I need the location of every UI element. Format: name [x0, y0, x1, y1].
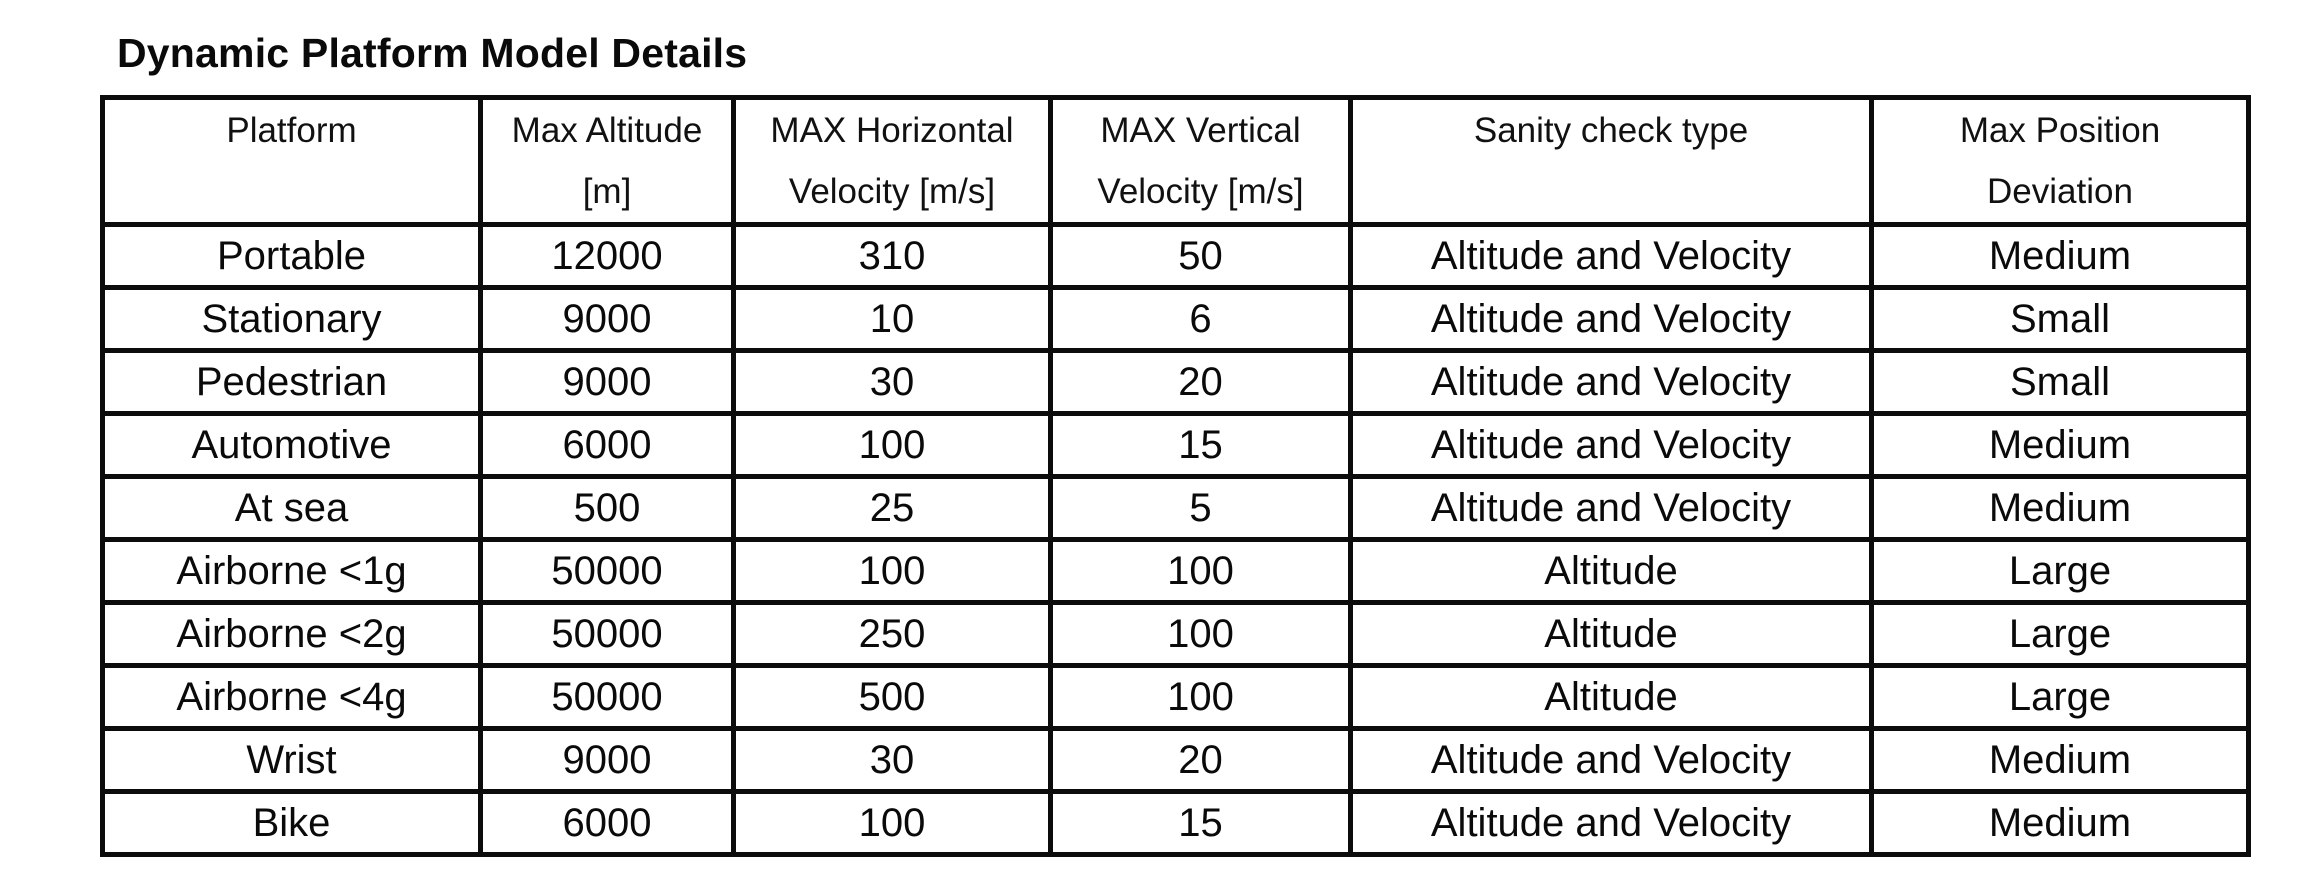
cell-max_position_deviation: Large: [1872, 603, 2249, 666]
cell-platform: Stationary: [103, 288, 481, 351]
cell-max_vertical_velocity: 15: [1051, 414, 1351, 477]
column-header-line: [m]: [582, 172, 632, 211]
cell-platform: Airborne <1g: [103, 540, 481, 603]
page-title: Dynamic Platform Model Details: [117, 30, 748, 76]
cell-platform: At sea: [103, 477, 481, 540]
cell-max_horizontal_velocity: 25: [734, 477, 1051, 540]
table-row: [103, 414, 2249, 477]
cell-max_vertical_velocity: 100: [1051, 666, 1351, 729]
cell-max_position_deviation: Medium: [1872, 477, 2249, 540]
cell-max_position_deviation: Small: [1872, 288, 2249, 351]
cell-max_altitude: 50000: [481, 666, 734, 729]
cell-max_altitude: 6000: [481, 414, 734, 477]
table-header: [103, 98, 2249, 225]
cell-sanity_check_type: Altitude and Velocity: [1351, 792, 1872, 855]
cell-max_horizontal_velocity: 30: [734, 729, 1051, 792]
cell-max_altitude: 50000: [481, 540, 734, 603]
cell-sanity_check_type: Altitude and Velocity: [1351, 288, 1872, 351]
cell-max_altitude: 12000: [481, 225, 734, 288]
table-header-row: [103, 98, 2249, 225]
cell-max_vertical_velocity: 100: [1051, 540, 1351, 603]
cell-max_horizontal_velocity: 10: [734, 288, 1051, 351]
cell-max_vertical_velocity: 100: [1051, 603, 1351, 666]
cell-max_horizontal_velocity: 100: [734, 414, 1051, 477]
column-header-line: Deviation: [1987, 172, 2133, 211]
cell-max_altitude: 9000: [481, 351, 734, 414]
cell-sanity_check_type: Altitude and Velocity: [1351, 225, 1872, 288]
column-header-line: Max Altitude: [511, 111, 703, 150]
cell-platform: Bike: [103, 792, 481, 855]
table-row: [103, 225, 2249, 288]
dynamic-platform-model-table: [100, 95, 2251, 857]
cell-max_altitude: 50000: [481, 603, 734, 666]
cell-sanity_check_type: Altitude and Velocity: [1351, 351, 1872, 414]
column-header-line: Velocity [m/s]: [1097, 172, 1304, 211]
column-header-line: Sanity check type: [1473, 111, 1749, 150]
cell-max_vertical_velocity: 5: [1051, 477, 1351, 540]
column-header-line: Max Position: [1959, 111, 2161, 150]
column-header-line: Velocity [m/s]: [788, 172, 996, 211]
cell-sanity_check_type: Altitude and Velocity: [1351, 414, 1872, 477]
table-row: [103, 729, 2249, 792]
column-header-max_altitude: [481, 98, 734, 225]
table-row: [103, 540, 2249, 603]
cell-max_vertical_velocity: 50: [1051, 225, 1351, 288]
column-header-line: MAX Horizontal: [770, 111, 1014, 150]
cell-max_position_deviation: Large: [1872, 540, 2249, 603]
cell-max_horizontal_velocity: 100: [734, 540, 1051, 603]
cell-max_altitude: 6000: [481, 792, 734, 855]
column-header-platform: [103, 98, 481, 225]
cell-sanity_check_type: Altitude: [1351, 540, 1872, 603]
cell-max_vertical_velocity: 20: [1051, 351, 1351, 414]
cell-max_position_deviation: Small: [1872, 351, 2249, 414]
cell-max_altitude: 9000: [481, 729, 734, 792]
column-header-max_horizontal_velocity: [734, 98, 1051, 225]
cell-platform: Airborne <2g: [103, 603, 481, 666]
table-row: [103, 792, 2249, 855]
cell-platform: Automotive: [103, 414, 481, 477]
cell-platform: Wrist: [103, 729, 481, 792]
cell-max_horizontal_velocity: 250: [734, 603, 1051, 666]
cell-sanity_check_type: Altitude: [1351, 603, 1872, 666]
cell-platform: Pedestrian: [103, 351, 481, 414]
cell-max_vertical_velocity: 15: [1051, 792, 1351, 855]
cell-max_horizontal_velocity: 310: [734, 225, 1051, 288]
table-body: [103, 225, 2249, 855]
cell-max_vertical_velocity: 20: [1051, 729, 1351, 792]
cell-platform: Portable: [103, 225, 481, 288]
table-row: [103, 477, 2249, 540]
table-row: [103, 666, 2249, 729]
cell-max_position_deviation: Medium: [1872, 729, 2249, 792]
cell-max_altitude: 500: [481, 477, 734, 540]
cell-max_horizontal_velocity: 30: [734, 351, 1051, 414]
column-header-sanity_check_type: [1351, 98, 1872, 225]
table-row: [103, 351, 2249, 414]
cell-max_horizontal_velocity: 500: [734, 666, 1051, 729]
column-header-max_position_deviation: [1872, 98, 2249, 225]
cell-max_position_deviation: Medium: [1872, 414, 2249, 477]
column-header-line: Platform: [226, 111, 357, 150]
cell-max_position_deviation: Medium: [1872, 792, 2249, 855]
cell-max_altitude: 9000: [481, 288, 734, 351]
cell-sanity_check_type: Altitude: [1351, 666, 1872, 729]
column-header-max_vertical_velocity: [1051, 98, 1351, 225]
cell-sanity_check_type: Altitude and Velocity: [1351, 729, 1872, 792]
cell-max_vertical_velocity: 6: [1051, 288, 1351, 351]
cell-max_horizontal_velocity: 100: [734, 792, 1051, 855]
table-row: [103, 288, 2249, 351]
cell-max_position_deviation: Large: [1872, 666, 2249, 729]
table-row: [103, 603, 2249, 666]
column-header-line: MAX Vertical: [1100, 111, 1301, 150]
cell-max_position_deviation: Medium: [1872, 225, 2249, 288]
cell-platform: Airborne <4g: [103, 666, 481, 729]
cell-sanity_check_type: Altitude and Velocity: [1351, 477, 1872, 540]
